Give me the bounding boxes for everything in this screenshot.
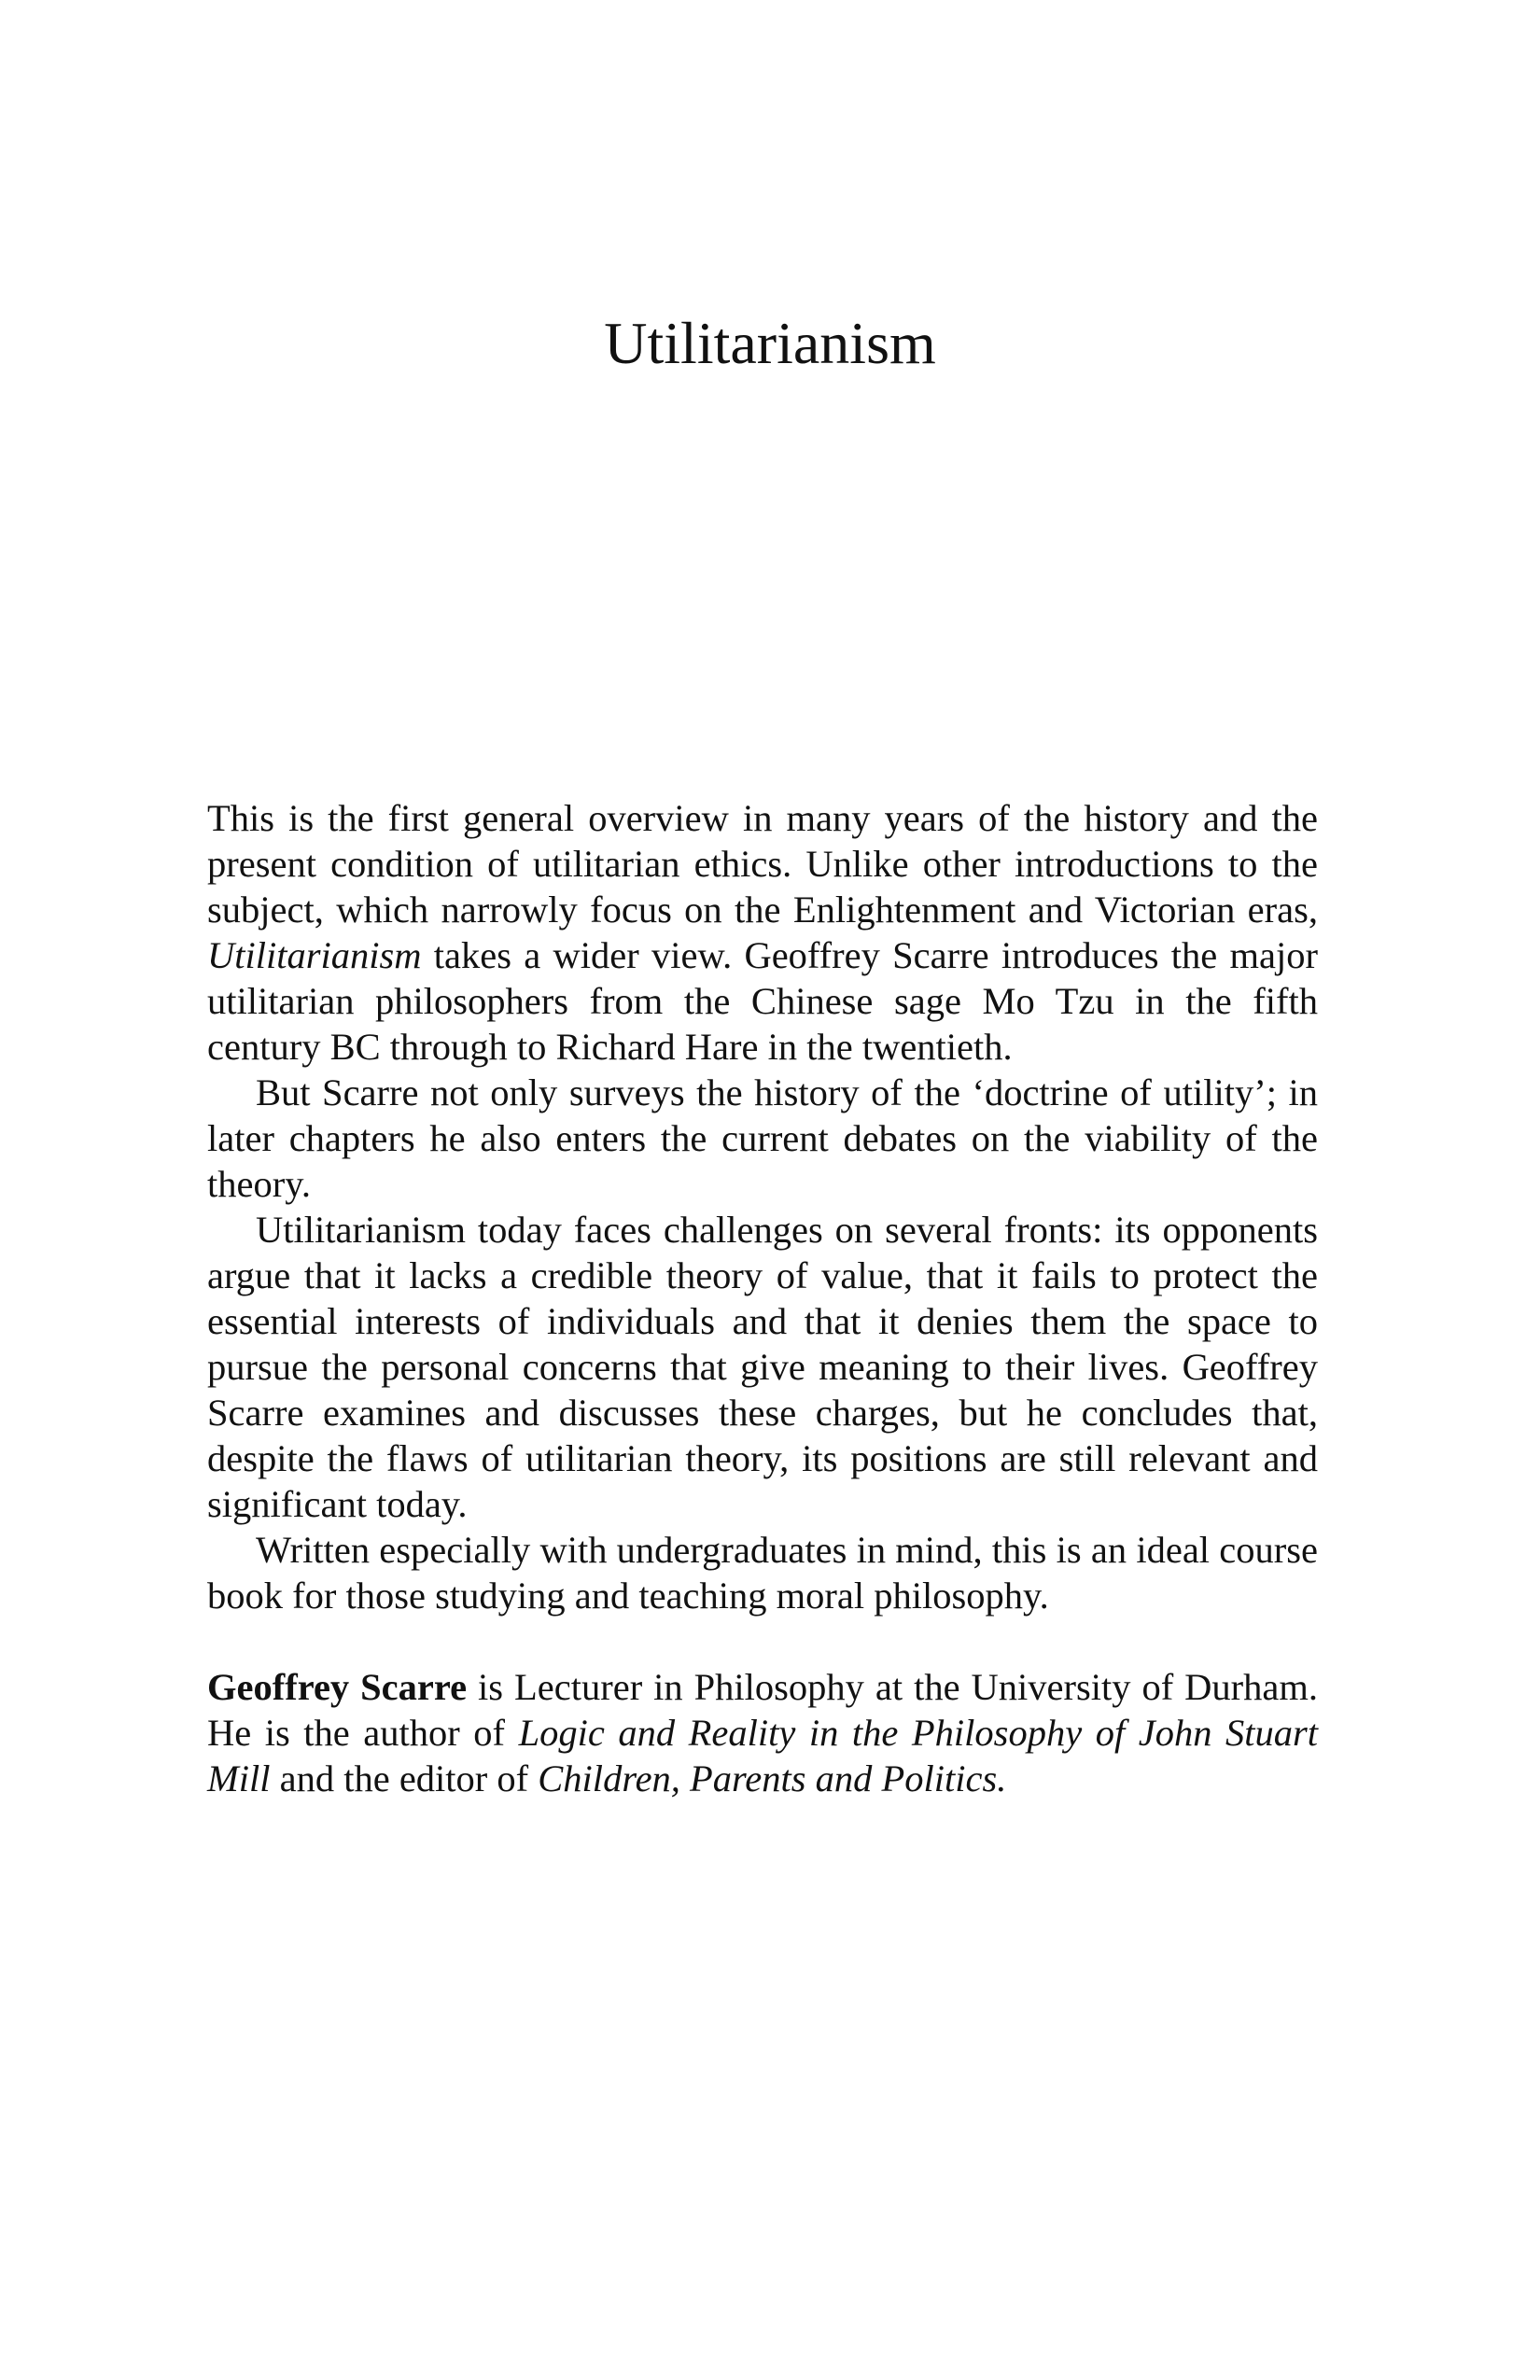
author-name: Geoffrey Scarre [207,1666,468,1708]
author-book-title-1: Logic and Reality in the Philosophy of John Stuart Mill [207,1712,1319,1799]
paragraph-scope: But Scarre not only surveys the history of the ‘doctrine of utility’; in later chapters he also enters the current debates on the viability of the theory. [207,1071,1318,1205]
blurb-body [207,795,1318,1801]
paragraph-overview [207,795,1318,1070]
author-bio-text-b: and the editor of [270,1757,539,1799]
paragraph-overview-text-a: This is the first general overview in many years of the history and the present condition of utilitarian ethics. Unlike other introductions to the subject, which narrowly focus on the Enlightenment and Victorian eras, [207,797,1318,931]
paragraph-audience: Written especially with undergraduates in mind, this is an ideal course book for those studying and teaching moral philosophy. [207,1529,1318,1617]
book-title-italic: Utilitarianism [207,934,422,976]
page-title: Utilitarianism [604,310,936,376]
author-bio-text-a: is Lecturer in Philosophy at the University of Durham. He is the author of [207,1666,1318,1754]
author-book-title-2: Children, Parents and Politics. [538,1757,1007,1799]
author-bio [207,1664,1318,1801]
paragraph-overview-text-c: takes a wider view. Geoffrey Scarre introduces the major utilitarian philosophers from the Chinese sage Mo Tzu in the fifth century BC through to Richard Hare in the twentieth. [207,934,1318,1068]
paragraph-challenges: Utilitarianism today faces challenges on several fronts: its opponents argue that it lacks a credible theory of value, that it fails to protect the essential interests of individuals and that it denies them the space to pursue the personal concerns that give meaning to their lives. Geoffrey Scarre examines and discusses these charges, but he concludes that, despite the flaws of utilitarian theory, its positions are still relevant and significant today. [207,1209,1318,1525]
